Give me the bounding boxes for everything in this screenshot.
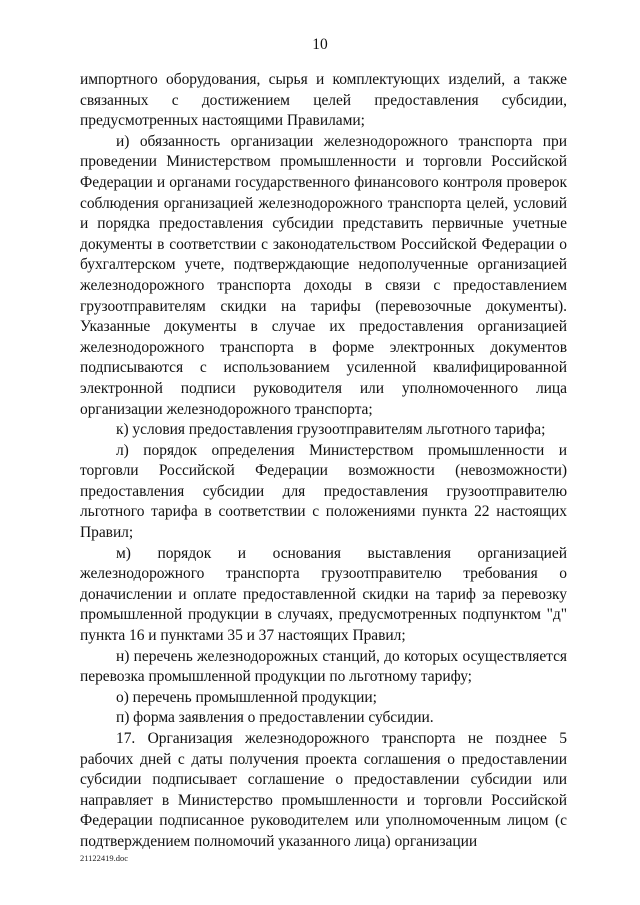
footer-document-code: 21122419.doc (80, 853, 129, 863)
paragraph-item-n: н) перечень железнодорожных станций, до которых осуществляется перевозка промышленной продукции по льготному тарифу; (80, 647, 567, 686)
paragraph-item-i: и) обязанность организации железнодорожного транспорта при проведении Министерством промышленности и торговли Российской Федерации и органами государственного финансового контроля проверок соблюдения организацией железнодорожного транспорта целей, условий и порядка предоставления субсидии представить первичные учетные документы в соответствии с законодательством Российской Федерации о бухгалтерском учете, подтверждающие недополученные организацией железнодорожного транспорта доходы в связи с предоставлением грузоотправителям скидки на тарифы (перевозочные документы). Указанные документы в случае их предоставления организацией железнодорожного транспорта в форме электронных документов подписываются с использованием усиленной квалифицированной электронной подписи руководителя или уполномоченного лица организации железнодорожного транспорта; (80, 132, 567, 418)
paragraph-item-m: м) порядок и основания выставления организацией железнодорожного транспорта грузоотправителю требования о доначислении и оплате предоставленной скидки на тариф за перевозку промышленной продукции в случаях, предусмотренных подпунктом "д" пункта 16 и пунктами 35 и 37 настоящих Правил; (80, 544, 567, 645)
paragraph-item-k: к) условия предоставления грузоотправителям льготного тарифа; (116, 421, 546, 439)
page-number: 10 (312, 36, 328, 53)
paragraph-item-o: о) перечень промышленной продукции; (116, 688, 377, 706)
paragraph-item-p: п) форма заявления о предоставлении субсидии. (116, 709, 434, 727)
paragraph-clause-17: 17. Организация железнодорожного транспорта не позднее 5 рабочих дней с даты получения проекта соглашения о предоставлении субсидии подписывает соглашение о предоставлении субсидии или направляет в Министерство промышленности и торговли Российской Федерации подписанное руководителем или уполномоченным лицом (с подтверждением полномочий указанного лица) организации (80, 730, 567, 850)
paragraph-continuation: импортного оборудования, сырья и комплектующих изделий, а также связанных с достижением целей предоставления субсидии, предусмотренных настоящими Правилами; (80, 71, 567, 130)
document-body (80, 70, 567, 853)
paragraph-item-l: л) порядок определения Министерством промышленности и торговли Российской Федерации возможности (невозможности) предоставления субсидии для предоставления грузоотправителю льготного тарифа в соответствии с положениями пункта 22 настоящих Правил; (80, 441, 567, 542)
